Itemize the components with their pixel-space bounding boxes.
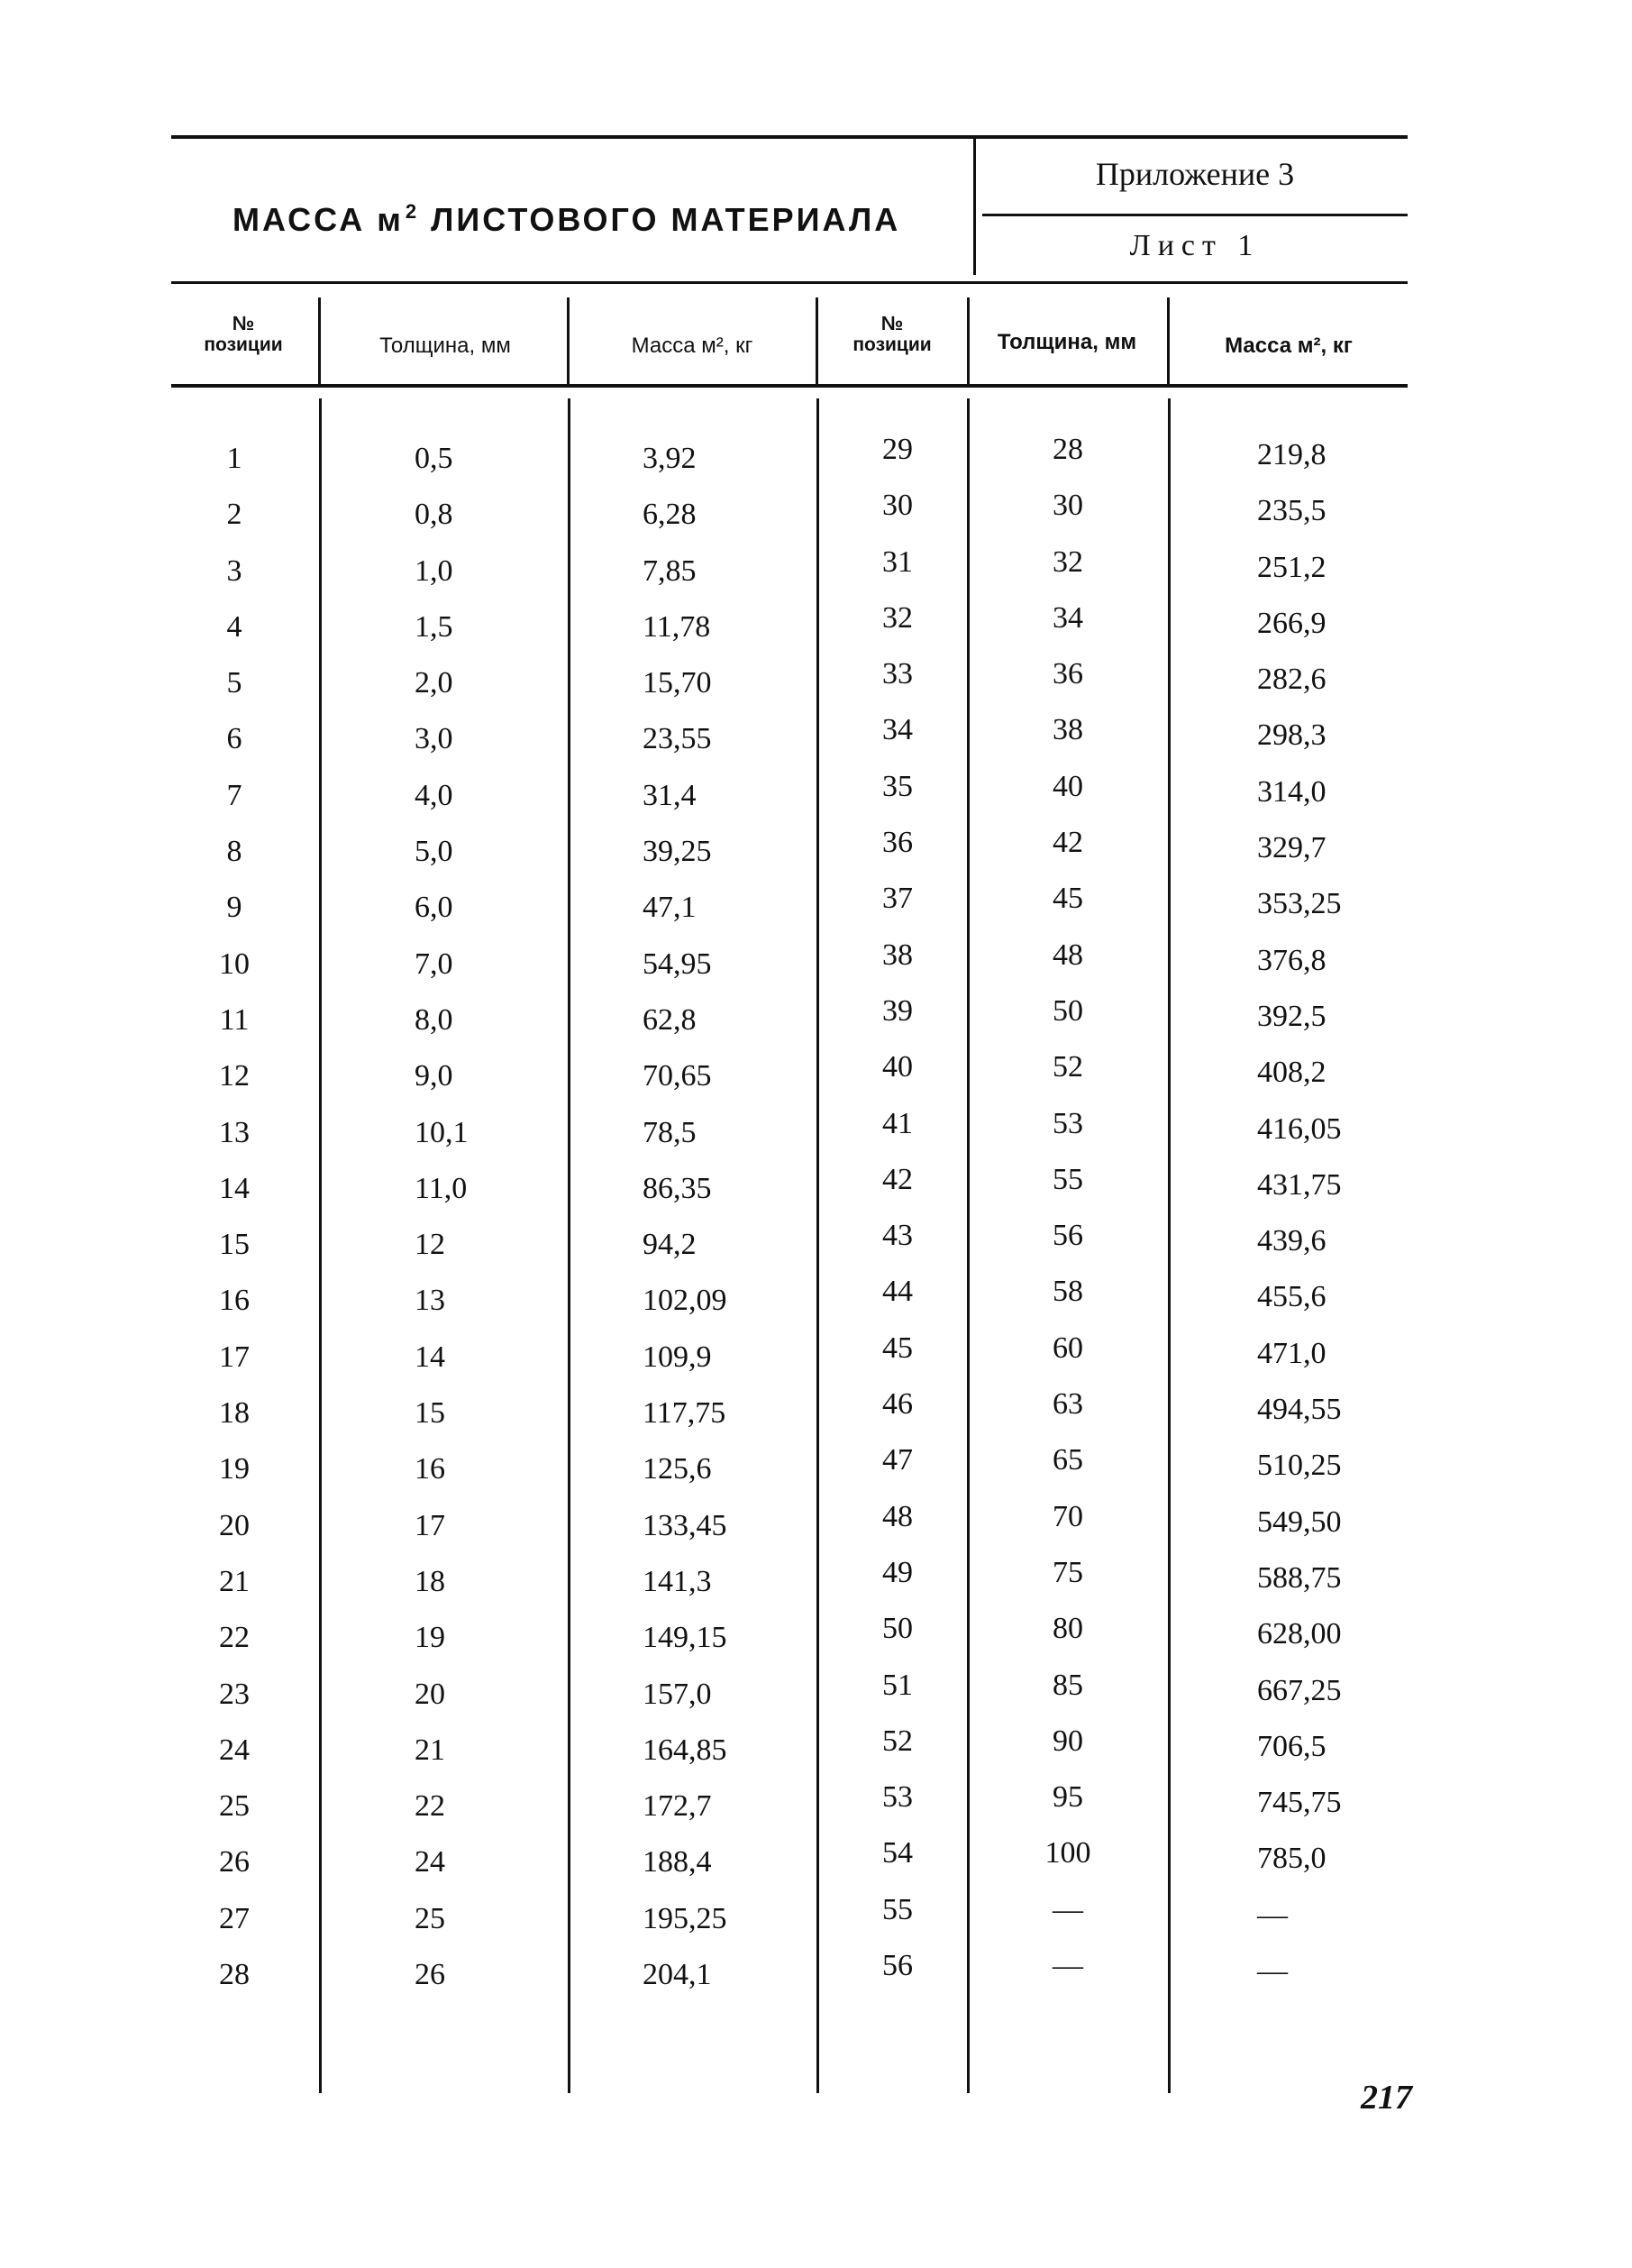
- col-header-mass-left: Масса м², кг: [631, 334, 753, 358]
- thickness-cell: 63: [1053, 1387, 1083, 1422]
- position-cell: 41: [882, 1106, 913, 1140]
- mass-cell: —: [1257, 1898, 1288, 1932]
- position-cell: 26: [219, 1845, 250, 1879]
- mass-cell: 667,25: [1257, 1673, 1342, 1707]
- thickness-cell: 42: [1053, 826, 1083, 860]
- appendix-label: Приложение 3: [1095, 156, 1295, 192]
- header-divider-vertical: [973, 135, 976, 275]
- mass-cell: 23,55: [643, 722, 712, 756]
- position-cell: 13: [219, 1115, 250, 1149]
- position-cell: 33: [882, 657, 913, 691]
- position-cell: 1: [226, 442, 242, 475]
- thickness-cell: 21: [415, 1733, 445, 1767]
- thickness-cell: 9,0: [415, 1059, 453, 1093]
- appendix-sheet-rule: [982, 214, 1408, 216]
- thickness-cell: 5,0: [415, 835, 453, 869]
- thickness-cell: 7,0: [415, 947, 453, 981]
- col-rule-5-body: [1168, 398, 1171, 2093]
- position-cell: 38: [882, 937, 913, 972]
- mass-cell: 266,9: [1257, 606, 1327, 640]
- position-cell: 24: [219, 1733, 250, 1767]
- col-rule-3-body: [816, 398, 819, 2093]
- right-thickness-column: [1000, 422, 1135, 1994]
- mass-cell: 706,5: [1257, 1729, 1327, 1763]
- position-cell: 2: [226, 498, 242, 532]
- position-cell: 4: [226, 609, 242, 644]
- position-cell: 40: [882, 1050, 913, 1084]
- position-cell: 12: [219, 1059, 250, 1093]
- thickness-cell: 53: [1053, 1106, 1083, 1140]
- position-cell: 47: [882, 1443, 913, 1477]
- position-cell: 27: [219, 1901, 250, 1935]
- mass-cell: 745,75: [1257, 1786, 1342, 1820]
- position-cell: 30: [882, 489, 913, 523]
- mass-cell: 219,8: [1257, 438, 1327, 471]
- mass-cell: 188,4: [643, 1845, 712, 1879]
- thickness-cell: 50: [1053, 993, 1083, 1028]
- left-thickness-column: [415, 431, 550, 2003]
- mass-cell: 54,95: [643, 947, 712, 981]
- position-cell: 20: [219, 1508, 250, 1542]
- col-header-mass-right: Масса м², кг: [1225, 334, 1353, 358]
- position-cell: 44: [882, 1275, 913, 1309]
- position-cell: 5: [226, 666, 242, 700]
- position-cell: 53: [882, 1780, 913, 1815]
- thickness-cell: 1,5: [415, 609, 453, 644]
- thickness-cell: 28: [1053, 433, 1083, 466]
- thickness-cell: 16: [415, 1452, 445, 1486]
- col-header-thickness-left: Толщина, мм: [379, 334, 511, 358]
- col-rule-1-head: [318, 297, 321, 386]
- position-cell: 3: [226, 553, 242, 588]
- thickness-cell: 26: [415, 1958, 445, 1992]
- thickness-cell: 2,0: [415, 666, 453, 700]
- thickness-cell: 8,0: [415, 1002, 453, 1037]
- thickness-cell: 17: [415, 1508, 445, 1542]
- page-number: 217: [1361, 2079, 1412, 2117]
- thickness-cell: 0,5: [415, 442, 453, 475]
- right-mass-column: [1257, 427, 1401, 1999]
- position-cell: 21: [219, 1564, 250, 1598]
- thickness-cell: 6,0: [415, 891, 453, 925]
- thickness-cell: 11,0: [415, 1171, 468, 1205]
- thickness-cell: 85: [1053, 1668, 1083, 1702]
- right-position-column: [843, 422, 952, 1994]
- thickness-cell: 18: [415, 1564, 445, 1598]
- position-cell: 46: [882, 1387, 913, 1422]
- thickness-cell: 70: [1053, 1499, 1083, 1533]
- position-cell: 45: [882, 1331, 913, 1365]
- thickness-cell: 36: [1053, 657, 1083, 691]
- thickness-cell: 24: [415, 1845, 445, 1879]
- thickness-cell: —: [1053, 1892, 1083, 1926]
- mass-cell: 86,35: [643, 1171, 712, 1205]
- mass-cell: 549,50: [1257, 1504, 1342, 1539]
- thickness-cell: 90: [1053, 1724, 1083, 1758]
- mass-cell: 353,25: [1257, 887, 1342, 921]
- position-cell: 6: [226, 722, 242, 756]
- mass-cell: 15,70: [643, 666, 712, 700]
- position-cell: 35: [882, 769, 913, 803]
- mass-cell: 471,0: [1257, 1336, 1327, 1370]
- position-cell: 28: [219, 1958, 250, 1992]
- mass-cell: 494,55: [1257, 1393, 1342, 1427]
- thickness-cell: 60: [1053, 1331, 1083, 1365]
- mass-cell: 11,78: [643, 609, 711, 644]
- position-cell: 56: [882, 1949, 913, 1983]
- sheet-label: Лист 1: [1129, 229, 1261, 262]
- position-cell: 16: [219, 1284, 250, 1318]
- thickness-cell: 58: [1053, 1275, 1083, 1309]
- thickness-cell: 20: [415, 1677, 445, 1711]
- thickness-cell: 45: [1053, 882, 1083, 916]
- mass-cell: 70,65: [643, 1059, 712, 1093]
- mass-cell: 329,7: [1257, 831, 1327, 865]
- col-rule-3-head: [816, 297, 818, 386]
- position-cell: 25: [219, 1789, 250, 1824]
- mass-cell: 117,75: [643, 1396, 726, 1431]
- thickness-cell: 40: [1053, 769, 1083, 803]
- mass-cell: 431,75: [1257, 1167, 1342, 1202]
- mass-cell: 141,3: [643, 1564, 712, 1598]
- position-cell: 48: [882, 1499, 913, 1533]
- thickness-cell: 3,0: [415, 722, 453, 756]
- thickness-cell: —: [1053, 1949, 1083, 1983]
- thickness-cell: 55: [1053, 1162, 1083, 1196]
- thickness-cell: 95: [1053, 1780, 1083, 1815]
- mass-cell: 251,2: [1257, 550, 1327, 584]
- position-cell: 19: [219, 1452, 250, 1486]
- thickness-cell: 10,1: [415, 1115, 469, 1149]
- header-bottom-rule: [171, 281, 1408, 284]
- thickness-cell: 0,8: [415, 498, 453, 532]
- mass-cell: 94,2: [643, 1228, 697, 1262]
- position-cell: 10: [219, 947, 250, 981]
- thickness-cell: 12: [415, 1228, 445, 1262]
- mass-cell: 125,6: [643, 1452, 712, 1486]
- position-cell: 18: [219, 1396, 250, 1431]
- mass-cell: 78,5: [643, 1115, 697, 1149]
- page-title: МАССА $м^2$ ЛИСТОВОГО МАТЕРИАЛА: [232, 200, 901, 238]
- mass-cell: 149,15: [643, 1621, 727, 1655]
- position-cell: 23: [219, 1677, 250, 1711]
- position-cell: 11: [219, 1002, 250, 1037]
- left-mass-column: [643, 431, 805, 2003]
- position-cell: 22: [219, 1621, 250, 1655]
- mass-cell: 298,3: [1257, 718, 1327, 753]
- top-rule: [171, 135, 1408, 139]
- col-rule-5-head: [1167, 297, 1170, 386]
- mass-cell: 133,45: [643, 1508, 727, 1542]
- thickness-cell: 14: [415, 1340, 445, 1374]
- mass-cell: 172,7: [643, 1789, 712, 1824]
- position-cell: 7: [226, 778, 242, 812]
- thickness-cell: 4,0: [415, 778, 453, 812]
- mass-cell: 157,0: [643, 1677, 712, 1711]
- mass-cell: —: [1257, 1954, 1288, 1989]
- thickness-cell: 65: [1053, 1443, 1083, 1477]
- thickness-cell: 25: [415, 1901, 445, 1935]
- thickness-cell: 48: [1053, 937, 1083, 972]
- thickness-cell: 56: [1053, 1219, 1083, 1253]
- col-header-position-left: № позиции: [204, 312, 283, 355]
- mass-cell: 109,9: [643, 1340, 712, 1374]
- position-cell: 37: [882, 882, 913, 916]
- mass-cell: 510,25: [1257, 1449, 1342, 1483]
- mass-cell: 31,4: [643, 778, 697, 812]
- mass-cell: 408,2: [1257, 1056, 1327, 1090]
- position-cell: 51: [882, 1668, 913, 1702]
- mass-cell: 376,8: [1257, 943, 1327, 977]
- thickness-cell: 38: [1053, 713, 1083, 747]
- mass-cell: 6,28: [643, 498, 697, 532]
- position-cell: 36: [882, 826, 913, 860]
- position-cell: 14: [219, 1171, 250, 1205]
- mass-cell: 3,92: [643, 442, 697, 475]
- position-cell: 54: [882, 1836, 913, 1870]
- thickness-cell: 100: [1044, 1836, 1091, 1870]
- mass-cell: 62,8: [643, 1002, 697, 1037]
- mass-cell: 102,09: [643, 1284, 727, 1318]
- thickness-cell: 15: [415, 1396, 445, 1431]
- left-position-column: [180, 431, 288, 2003]
- mass-cell: 588,75: [1257, 1560, 1342, 1595]
- mass-cell: 455,6: [1257, 1280, 1327, 1314]
- thickness-cell: 32: [1053, 544, 1083, 579]
- mass-cell: 785,0: [1257, 1842, 1327, 1876]
- position-cell: 49: [882, 1555, 913, 1589]
- position-cell: 9: [226, 891, 242, 925]
- mass-cell: 439,6: [1257, 1224, 1327, 1258]
- col-rule-4-body: [967, 398, 970, 2093]
- position-cell: 39: [882, 993, 913, 1028]
- position-cell: 32: [882, 600, 913, 635]
- column-header-rule: [171, 384, 1408, 388]
- position-cell: 17: [219, 1340, 250, 1374]
- position-cell: 31: [882, 544, 913, 579]
- col-rule-4-head: [967, 297, 970, 386]
- thickness-cell: 30: [1053, 489, 1083, 523]
- col-rule-1-body: [319, 398, 322, 2093]
- mass-cell: 282,6: [1257, 663, 1327, 697]
- thickness-cell: 52: [1053, 1050, 1083, 1084]
- thickness-cell: 19: [415, 1621, 445, 1655]
- mass-cell: 7,85: [643, 553, 697, 588]
- thickness-cell: 75: [1053, 1555, 1083, 1589]
- col-rule-2-head: [567, 297, 570, 386]
- mass-cell: 164,85: [643, 1733, 727, 1767]
- position-cell: 43: [882, 1219, 913, 1253]
- position-cell: 50: [882, 1612, 913, 1646]
- position-cell: 29: [882, 433, 913, 466]
- mass-cell: 416,05: [1257, 1111, 1342, 1146]
- col-header-position-right: № позиции: [852, 312, 932, 355]
- mass-cell: 39,25: [643, 835, 712, 869]
- mass-cell: 314,0: [1257, 774, 1327, 809]
- position-cell: 15: [219, 1228, 250, 1262]
- position-cell: 55: [882, 1892, 913, 1926]
- mass-cell: 392,5: [1257, 999, 1327, 1033]
- mass-cell: 628,00: [1257, 1617, 1342, 1651]
- thickness-cell: 13: [415, 1284, 445, 1318]
- col-rule-2-body: [568, 398, 570, 2093]
- thickness-cell: 80: [1053, 1612, 1083, 1646]
- position-cell: 42: [882, 1162, 913, 1196]
- mass-cell: 204,1: [643, 1958, 712, 1992]
- position-cell: 34: [882, 713, 913, 747]
- thickness-cell: 34: [1053, 600, 1083, 635]
- position-cell: 52: [882, 1724, 913, 1758]
- mass-cell: 195,25: [643, 1901, 727, 1935]
- thickness-cell: 1,0: [415, 553, 453, 588]
- col-header-thickness-right: Толщина, мм: [997, 330, 1137, 354]
- thickness-cell: 22: [415, 1789, 445, 1824]
- position-cell: 8: [226, 835, 242, 869]
- mass-cell: 235,5: [1257, 494, 1327, 528]
- mass-cell: 47,1: [643, 891, 697, 925]
